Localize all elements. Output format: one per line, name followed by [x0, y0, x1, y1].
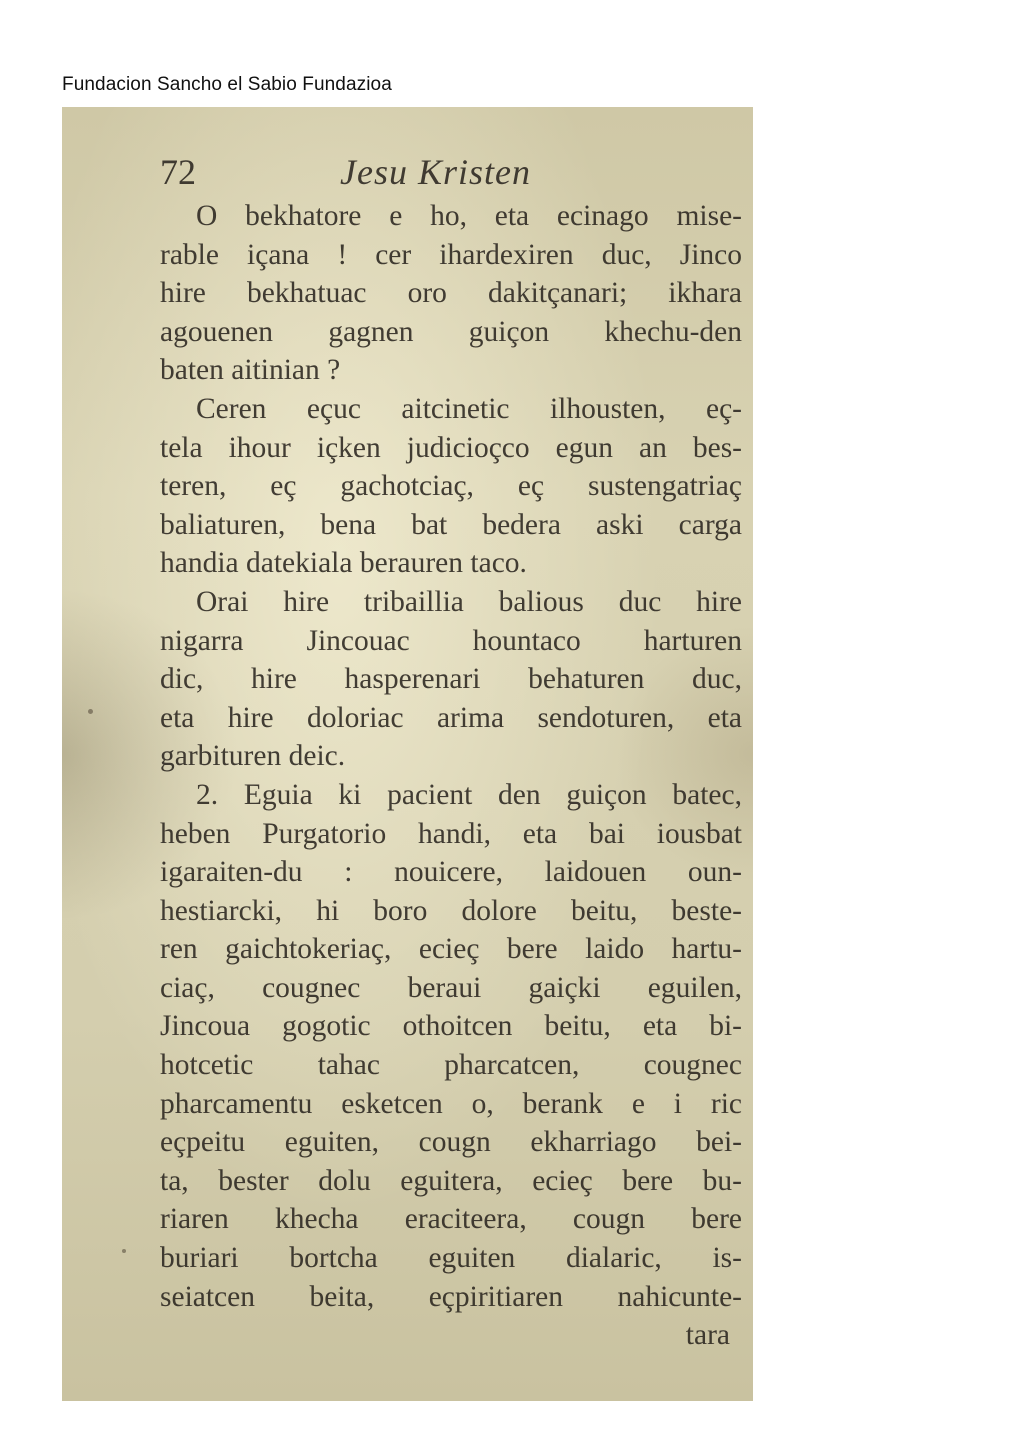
text-line: pharcamentu esketcen o, berank e i ric — [160, 1087, 742, 1120]
paragraph-4 — [160, 776, 742, 1316]
text-line: tela ihour içken judicioçco egun an bes- — [160, 431, 742, 464]
text-line: baten aitinian ? — [160, 354, 341, 387]
text-line: ta, bester dolu eguitera, ecieç bere bu- — [160, 1164, 742, 1197]
text-line: 2. Eguia ki pacient den guiçon batec, — [196, 778, 742, 811]
paragraph-2 — [160, 390, 742, 583]
text-line: nigarra Jincouac hountaco harturen — [160, 624, 742, 657]
text-line: rable içana ! cer ihardexiren duc, Jinco — [160, 238, 742, 271]
text-line: agouenen gagnen guiçon khechu-den — [160, 315, 742, 348]
source-header: Fundacion Sancho el Sabio Fundazioa — [62, 74, 392, 95]
text-line: Ceren eçuc aitcinetic ilhousten, eç- — [196, 392, 742, 425]
page-text — [160, 147, 742, 1355]
scanned-book-page — [62, 107, 753, 1401]
text-line: teren, eç gachotciaç, eç sustengatriaç — [160, 470, 742, 503]
ink-speck — [88, 709, 93, 714]
text-line: dic, hire hasperenari behaturen duc, — [160, 663, 742, 696]
paragraph-1 — [160, 197, 742, 390]
text-line: handia datekiala berauren taco. — [160, 547, 527, 580]
text-line: seiatcen beita, eçpiritiaren nahicunte- — [160, 1280, 742, 1313]
page-number: 72 — [160, 152, 196, 192]
catchword: tara — [685, 1319, 730, 1352]
text-line: riaren khecha eraciteera, cougn bere — [160, 1203, 742, 1236]
text-line: ren gaichtokeriaç, ecieç bere laido hartu- — [160, 933, 742, 966]
text-line: igaraiten-du : nouicere, laidouen oun- — [160, 856, 742, 889]
text-line: Orai hire tribaillia balious duc hire — [196, 585, 742, 618]
text-line: O bekhatore e ho, eta ecinago mise- — [196, 200, 742, 232]
text-line: hotcetic tahac pharcatcen, cougnec — [160, 1049, 742, 1082]
text-line: eta hire doloriac arima sendoturen, eta — [160, 701, 742, 734]
text-line: eçpeitu eguiten, cougn ekharriago bei- — [160, 1126, 742, 1159]
running-head — [160, 147, 742, 197]
text-line: heben Purgatorio handi, eta bai iousbat — [160, 817, 742, 850]
text-line: hire bekhatuac oro dakitçanari; ikhara — [160, 277, 742, 310]
text-line: buriari bortcha eguiten dialaric, is- — [160, 1242, 742, 1275]
text-line: Jincoua gogotic othoitcen beitu, eta bi- — [160, 1010, 742, 1043]
paragraph-3 — [160, 583, 742, 776]
text-line: garbituren deic. — [160, 740, 346, 773]
running-title: Jesu Kristen — [340, 152, 531, 192]
text-line: baliaturen, bena bat bedera aski carga — [160, 508, 742, 541]
text-line: ciaç, cougnec beraui gaiçki eguilen, — [160, 971, 742, 1004]
text-line: hestiarcki, hi boro dolore beitu, beste- — [160, 894, 742, 927]
ink-speck — [122, 1249, 126, 1253]
